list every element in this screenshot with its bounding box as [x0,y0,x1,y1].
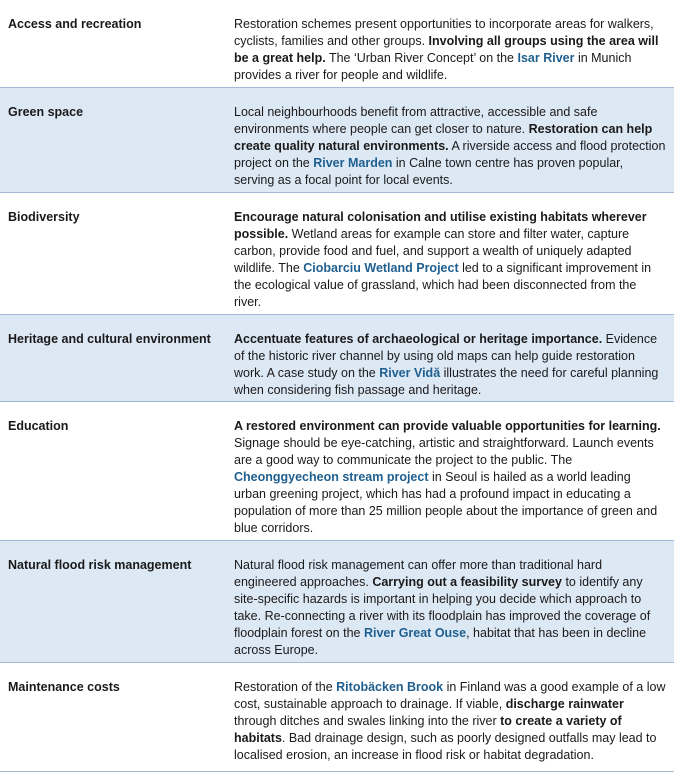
case-study-link[interactable]: Cheonggyecheon stream project [234,470,429,484]
row-heading: Access and recreation [8,17,142,31]
emphasis-text: Carrying out a feasibility survey [372,575,562,589]
row-description [225,193,674,314]
row-heading: Biodiversity [8,210,80,224]
row-description [225,402,674,540]
row-description [225,88,674,192]
emphasis-text: Encourage natural colonisation and utilise existing habitats wherever possible. [234,210,647,241]
body-text: through ditches and swales linking into the river [234,714,501,728]
table-row [0,0,674,88]
row-description [225,0,674,87]
body-text: Local neighbourhoods benefit from attractive, accessible and safe environments where people can get closer to nature. [234,105,598,136]
body-text: . Bad drainage design, such as poorly designed outfalls may lead to localised erosion, an increase in flood risk or habitat degradation. [234,731,657,762]
body-text: to identify any site-specific hazards is important in helping you decide which approach to take. Re-connecting a river with its floodplain has improved the coverage of floodplain forest on the [234,575,651,640]
emphasis-text: Involving all groups using the area will be a great help. [234,34,659,65]
body-text: A riverside access and flood protection project on the [234,139,666,170]
body-text: Evidence of the historic river channel by using old maps can help guide restoration work. A case study on the [234,332,658,380]
case-study-link[interactable]: Ciobarciu Wetland Project [303,261,459,275]
row-heading: Education [8,419,69,433]
emphasis-text: to create a variety of habitats [234,714,622,745]
body-text: in Munich provides a river for people and wildlife. [234,51,632,82]
table-row [0,663,674,772]
table-row [0,402,674,541]
body-text: Natural flood risk management can offer more than traditional hard engineered approaches. [234,558,603,589]
body-text: Wetland areas for example can store and filter water, capture carbon, provide food and fuel, and support a wealth of uniquely adapted wildlife. The [234,227,632,275]
row-description [225,315,674,401]
table-row [0,88,674,193]
body-text: illustrates the need for careful planning when considering fish passage and heritage. [234,366,659,397]
case-study-link[interactable]: River Vidă [379,366,441,380]
row-heading: Natural flood risk management [8,558,192,572]
case-study-link[interactable]: Isar River [517,51,575,65]
row-description [225,541,674,662]
emphasis-text: A restored environment can provide valuable opportunities for learning. [234,419,661,433]
row-heading: Heritage and cultural environment [8,332,211,346]
body-text: The ‘Urban River Concept’ on the [325,51,518,65]
table-row [0,193,674,315]
row-heading: Maintenance costs [8,680,120,694]
body-text: Signage should be eye-catching, artistic and straightforward. Launch events are a good way to communicate the project to the public. The [234,436,654,467]
body-text: in Finland was a good example of a low cost, sustainable approach to drainage. If viable, [234,680,666,711]
case-study-link[interactable]: River Great Ouse [363,626,467,640]
table-row [0,541,674,663]
case-study-link[interactable]: River Marden [313,156,393,170]
body-text: led to a significant improvement in the ecological value of grassland, which had been disconnected from the river. [234,261,652,309]
row-description [225,663,674,771]
case-study-link[interactable]: Ritobäcken Brook [336,680,444,694]
body-text: in Calne town centre has proven popular, serving as a focal point for local events. [234,156,624,187]
emphasis-text: Accentuate features of archaeological or heritage importance. [234,332,603,346]
body-text: Restoration schemes present opportunities to incorporate areas for walkers, cyclists, families and other groups. [234,17,654,48]
emphasis-text: discharge rainwater [505,697,624,711]
body-text: in Seoul is hailed as a world leading urban greening project, which has had a profound impact in educating a population of more than 25 million people about the importance of green and blue corridors. [234,470,658,535]
row-heading: Green space [8,105,84,119]
body-text: , habitat that has been in decline across Europe. [234,626,647,657]
body-text: Restoration of the [234,680,337,694]
emphasis-text: Restoration can help create quality natural environments. [234,122,653,153]
table-row [0,315,674,402]
